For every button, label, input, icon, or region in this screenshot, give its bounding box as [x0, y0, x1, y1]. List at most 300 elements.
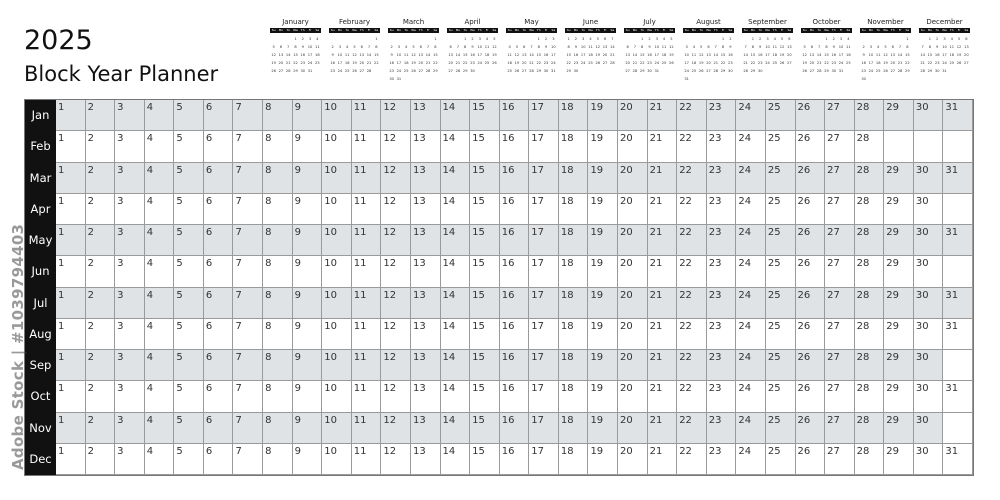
day-cell[interactable]: 24 — [736, 319, 766, 350]
day-cell[interactable]: 25 — [766, 350, 796, 381]
day-cell[interactable]: 25 — [766, 381, 796, 412]
day-cell[interactable]: 12 — [381, 288, 411, 319]
day-cell[interactable]: 27 — [825, 131, 855, 162]
day-cell[interactable]: 29 — [884, 100, 914, 131]
day-cell[interactable]: 16 — [500, 288, 530, 319]
day-cell[interactable]: 1 — [56, 350, 86, 381]
day-cell[interactable]: 22 — [677, 131, 707, 162]
day-cell[interactable]: 16 — [500, 163, 530, 194]
day-cell[interactable]: 7 — [233, 100, 263, 131]
day-cell[interactable]: 21 — [648, 256, 678, 287]
day-cell[interactable]: 25 — [766, 194, 796, 225]
day-cell[interactable]: 22 — [677, 163, 707, 194]
day-cell[interactable]: 5 — [174, 225, 204, 256]
day-cell[interactable]: 9 — [293, 350, 323, 381]
day-cell[interactable]: 31 — [943, 381, 973, 412]
day-cell[interactable]: 4 — [145, 444, 175, 475]
day-cell[interactable]: 1 — [56, 381, 86, 412]
day-cell[interactable]: 24 — [736, 131, 766, 162]
day-cell[interactable]: 11 — [352, 444, 382, 475]
day-cell[interactable]: 19 — [588, 413, 618, 444]
day-cell[interactable]: 26 — [796, 194, 826, 225]
day-cell[interactable]: 16 — [500, 256, 530, 287]
day-cell[interactable]: 9 — [293, 413, 323, 444]
day-cell[interactable]: 17 — [529, 256, 559, 287]
day-cell[interactable]: 28 — [855, 413, 885, 444]
day-cell[interactable]: 4 — [145, 100, 175, 131]
day-cell[interactable]: 20 — [618, 256, 648, 287]
day-cell[interactable]: 28 — [855, 381, 885, 412]
day-cell[interactable]: 10 — [322, 350, 352, 381]
day-cell[interactable]: 11 — [352, 163, 382, 194]
day-cell[interactable]: 7 — [233, 444, 263, 475]
day-cell[interactable]: 30 — [914, 100, 944, 131]
day-cell[interactable]: 1 — [56, 288, 86, 319]
day-cell[interactable]: 21 — [648, 288, 678, 319]
day-cell[interactable]: 3 — [115, 444, 145, 475]
day-cell[interactable]: 3 — [115, 131, 145, 162]
day-cell[interactable]: 14 — [441, 131, 471, 162]
day-cell[interactable]: 26 — [796, 413, 826, 444]
day-cell[interactable]: 16 — [500, 444, 530, 475]
day-cell[interactable]: 5 — [174, 163, 204, 194]
day-cell[interactable]: 28 — [855, 100, 885, 131]
day-cell[interactable]: 17 — [529, 288, 559, 319]
day-cell[interactable]: 14 — [441, 225, 471, 256]
day-cell[interactable]: 26 — [796, 100, 826, 131]
day-cell[interactable]: 31 — [943, 288, 973, 319]
day-cell[interactable]: 19 — [588, 381, 618, 412]
day-cell[interactable]: 23 — [707, 194, 737, 225]
day-cell[interactable]: 10 — [322, 444, 352, 475]
day-cell[interactable]: 20 — [618, 225, 648, 256]
day-cell[interactable]: 10 — [322, 194, 352, 225]
day-cell[interactable]: 21 — [648, 319, 678, 350]
day-cell[interactable]: 3 — [115, 163, 145, 194]
day-cell[interactable]: 4 — [145, 413, 175, 444]
day-cell[interactable]: 9 — [293, 319, 323, 350]
day-cell[interactable]: 3 — [115, 100, 145, 131]
day-cell[interactable]: 31 — [943, 163, 973, 194]
day-cell[interactable]: 10 — [322, 381, 352, 412]
day-cell[interactable]: 14 — [441, 444, 471, 475]
day-cell[interactable]: 31 — [943, 225, 973, 256]
day-cell[interactable]: 6 — [204, 100, 234, 131]
day-cell[interactable]: 11 — [352, 131, 382, 162]
day-cell[interactable]: 5 — [174, 131, 204, 162]
day-cell[interactable]: 11 — [352, 350, 382, 381]
day-cell[interactable]: 12 — [381, 413, 411, 444]
day-cell[interactable]: 12 — [381, 163, 411, 194]
day-cell[interactable]: 18 — [559, 444, 589, 475]
day-cell[interactable]: 14 — [441, 288, 471, 319]
day-cell[interactable]: 8 — [263, 381, 293, 412]
day-cell[interactable]: 18 — [559, 100, 589, 131]
day-cell[interactable]: 15 — [470, 256, 500, 287]
day-cell[interactable]: 21 — [648, 100, 678, 131]
day-cell[interactable]: 28 — [855, 350, 885, 381]
day-cell[interactable]: 25 — [766, 131, 796, 162]
day-cell[interactable]: 2 — [86, 381, 116, 412]
day-cell[interactable]: 5 — [174, 194, 204, 225]
day-cell[interactable]: 18 — [559, 288, 589, 319]
day-cell[interactable]: 9 — [293, 225, 323, 256]
day-cell[interactable]: 22 — [677, 444, 707, 475]
day-cell[interactable]: 12 — [381, 225, 411, 256]
day-cell[interactable]: 18 — [559, 225, 589, 256]
day-cell[interactable]: 20 — [618, 350, 648, 381]
day-cell[interactable]: 25 — [766, 225, 796, 256]
day-cell[interactable]: 23 — [707, 444, 737, 475]
day-cell[interactable]: 21 — [648, 194, 678, 225]
day-cell[interactable]: 21 — [648, 413, 678, 444]
day-cell[interactable]: 24 — [736, 288, 766, 319]
day-cell[interactable]: 30 — [914, 350, 944, 381]
day-cell[interactable]: 15 — [470, 225, 500, 256]
day-cell[interactable]: 17 — [529, 163, 559, 194]
day-cell[interactable]: 4 — [145, 194, 175, 225]
day-cell[interactable]: 28 — [855, 163, 885, 194]
day-cell[interactable]: 2 — [86, 225, 116, 256]
day-cell[interactable]: 25 — [766, 256, 796, 287]
day-cell[interactable]: 30 — [914, 288, 944, 319]
day-cell[interactable]: 7 — [233, 194, 263, 225]
day-cell[interactable]: 1 — [56, 319, 86, 350]
day-cell[interactable]: 27 — [825, 381, 855, 412]
day-cell[interactable]: 21 — [648, 163, 678, 194]
day-cell[interactable]: 12 — [381, 319, 411, 350]
day-cell[interactable]: 8 — [263, 256, 293, 287]
day-cell[interactable]: 13 — [411, 100, 441, 131]
day-cell[interactable]: 6 — [204, 381, 234, 412]
day-cell[interactable]: 28 — [855, 225, 885, 256]
day-cell[interactable]: 1 — [56, 163, 86, 194]
day-cell[interactable]: 6 — [204, 288, 234, 319]
day-cell[interactable]: 3 — [115, 381, 145, 412]
day-cell[interactable]: 12 — [381, 100, 411, 131]
day-cell[interactable]: 11 — [352, 288, 382, 319]
day-cell[interactable]: 31 — [943, 444, 973, 475]
day-cell[interactable]: 28 — [855, 194, 885, 225]
day-cell[interactable]: 8 — [263, 444, 293, 475]
day-cell[interactable]: 24 — [736, 225, 766, 256]
day-cell[interactable]: 2 — [86, 163, 116, 194]
day-cell[interactable]: 23 — [707, 288, 737, 319]
day-cell[interactable]: 4 — [145, 319, 175, 350]
day-cell[interactable]: 30 — [914, 256, 944, 287]
day-cell[interactable]: 8 — [263, 225, 293, 256]
day-cell[interactable]: 13 — [411, 413, 441, 444]
day-cell[interactable]: 1 — [56, 256, 86, 287]
day-cell[interactable]: 25 — [766, 163, 796, 194]
day-cell[interactable]: 27 — [825, 319, 855, 350]
day-cell[interactable]: 11 — [352, 100, 382, 131]
day-cell[interactable]: 23 — [707, 413, 737, 444]
day-cell[interactable]: 6 — [204, 163, 234, 194]
day-cell[interactable]: 18 — [559, 163, 589, 194]
day-cell[interactable]: 8 — [263, 100, 293, 131]
day-cell[interactable]: 11 — [352, 225, 382, 256]
day-cell[interactable]: 29 — [884, 225, 914, 256]
day-cell[interactable]: 6 — [204, 444, 234, 475]
day-cell[interactable]: 7 — [233, 225, 263, 256]
day-cell[interactable]: 7 — [233, 350, 263, 381]
day-cell[interactable]: 3 — [115, 256, 145, 287]
day-cell[interactable]: 29 — [884, 381, 914, 412]
day-cell[interactable]: 7 — [233, 288, 263, 319]
day-cell[interactable]: 6 — [204, 131, 234, 162]
day-cell[interactable]: 13 — [411, 381, 441, 412]
day-cell[interactable]: 3 — [115, 225, 145, 256]
day-cell[interactable]: 24 — [736, 194, 766, 225]
day-cell[interactable]: 10 — [322, 288, 352, 319]
day-cell[interactable]: 22 — [677, 350, 707, 381]
day-cell[interactable]: 22 — [677, 319, 707, 350]
day-cell[interactable]: 13 — [411, 350, 441, 381]
day-cell[interactable]: 23 — [707, 100, 737, 131]
day-cell[interactable]: 20 — [618, 194, 648, 225]
day-cell[interactable]: 4 — [145, 163, 175, 194]
day-cell[interactable]: 11 — [352, 256, 382, 287]
day-cell[interactable]: 1 — [56, 194, 86, 225]
day-cell[interactable]: 27 — [825, 413, 855, 444]
day-cell[interactable]: 21 — [648, 131, 678, 162]
day-cell[interactable]: 26 — [796, 256, 826, 287]
day-cell[interactable]: 2 — [86, 444, 116, 475]
day-cell[interactable]: 20 — [618, 288, 648, 319]
day-cell[interactable]: 9 — [293, 100, 323, 131]
day-cell[interactable]: 3 — [115, 194, 145, 225]
day-cell[interactable]: 4 — [145, 381, 175, 412]
day-cell[interactable]: 7 — [233, 319, 263, 350]
day-cell[interactable]: 22 — [677, 413, 707, 444]
day-cell[interactable]: 26 — [796, 288, 826, 319]
day-cell[interactable]: 22 — [677, 256, 707, 287]
day-cell[interactable]: 23 — [707, 225, 737, 256]
day-cell[interactable]: 24 — [736, 381, 766, 412]
day-cell[interactable]: 8 — [263, 288, 293, 319]
day-cell[interactable]: 5 — [174, 288, 204, 319]
day-cell[interactable]: 27 — [825, 444, 855, 475]
day-cell[interactable]: 22 — [677, 225, 707, 256]
day-cell[interactable]: 28 — [855, 288, 885, 319]
day-cell[interactable]: 4 — [145, 225, 175, 256]
day-cell[interactable]: 16 — [500, 225, 530, 256]
day-cell[interactable]: 16 — [500, 194, 530, 225]
day-cell[interactable]: 10 — [322, 100, 352, 131]
day-cell[interactable]: 9 — [293, 194, 323, 225]
day-cell[interactable]: 10 — [322, 163, 352, 194]
day-cell[interactable]: 11 — [352, 194, 382, 225]
day-cell[interactable]: 5 — [174, 319, 204, 350]
day-cell[interactable]: 8 — [263, 319, 293, 350]
day-cell[interactable]: 17 — [529, 413, 559, 444]
day-cell[interactable]: 18 — [559, 131, 589, 162]
day-cell[interactable]: 26 — [796, 225, 826, 256]
day-cell[interactable]: 27 — [825, 194, 855, 225]
day-cell[interactable]: 20 — [618, 131, 648, 162]
day-cell[interactable]: 4 — [145, 256, 175, 287]
day-cell[interactable]: 19 — [588, 256, 618, 287]
day-cell[interactable]: 30 — [914, 194, 944, 225]
day-cell[interactable]: 18 — [559, 350, 589, 381]
day-cell[interactable]: 15 — [470, 413, 500, 444]
day-cell[interactable]: 29 — [884, 194, 914, 225]
day-cell[interactable]: 17 — [529, 131, 559, 162]
day-cell[interactable]: 9 — [293, 381, 323, 412]
day-cell[interactable]: 5 — [174, 413, 204, 444]
day-cell[interactable]: 18 — [559, 381, 589, 412]
day-cell[interactable]: 7 — [233, 163, 263, 194]
day-cell[interactable]: 14 — [441, 100, 471, 131]
day-cell[interactable]: 8 — [263, 413, 293, 444]
day-cell[interactable]: 5 — [174, 381, 204, 412]
day-cell[interactable]: 2 — [86, 256, 116, 287]
day-cell[interactable]: 5 — [174, 444, 204, 475]
day-cell[interactable]: 23 — [707, 381, 737, 412]
day-cell[interactable]: 6 — [204, 256, 234, 287]
day-cell[interactable]: 26 — [796, 350, 826, 381]
day-cell[interactable]: 19 — [588, 444, 618, 475]
day-cell[interactable]: 15 — [470, 288, 500, 319]
day-cell[interactable]: 16 — [500, 131, 530, 162]
day-cell[interactable]: 24 — [736, 413, 766, 444]
day-cell[interactable]: 26 — [796, 444, 826, 475]
day-cell[interactable]: 16 — [500, 319, 530, 350]
day-cell[interactable]: 18 — [559, 194, 589, 225]
day-cell[interactable]: 28 — [855, 256, 885, 287]
day-cell[interactable]: 6 — [204, 413, 234, 444]
day-cell[interactable]: 28 — [855, 319, 885, 350]
day-cell[interactable]: 7 — [233, 381, 263, 412]
day-cell[interactable]: 15 — [470, 350, 500, 381]
day-cell[interactable]: 15 — [470, 319, 500, 350]
day-cell[interactable]: 17 — [529, 444, 559, 475]
day-cell[interactable]: 18 — [559, 256, 589, 287]
day-cell[interactable]: 19 — [588, 163, 618, 194]
day-cell[interactable]: 29 — [884, 444, 914, 475]
day-cell[interactable]: 13 — [411, 131, 441, 162]
day-cell[interactable]: 2 — [86, 194, 116, 225]
day-cell[interactable]: 19 — [588, 225, 618, 256]
day-cell[interactable]: 7 — [233, 413, 263, 444]
day-cell[interactable]: 16 — [500, 100, 530, 131]
day-cell[interactable]: 5 — [174, 350, 204, 381]
day-cell[interactable]: 1 — [56, 413, 86, 444]
day-cell[interactable]: 25 — [766, 100, 796, 131]
day-cell[interactable]: 19 — [588, 350, 618, 381]
day-cell[interactable]: 16 — [500, 413, 530, 444]
day-cell[interactable]: 12 — [381, 444, 411, 475]
day-cell[interactable]: 22 — [677, 288, 707, 319]
day-cell[interactable]: 2 — [86, 288, 116, 319]
day-cell[interactable]: 24 — [736, 163, 766, 194]
day-cell[interactable]: 20 — [618, 319, 648, 350]
day-cell[interactable]: 27 — [825, 288, 855, 319]
day-cell[interactable]: 13 — [411, 288, 441, 319]
day-cell[interactable]: 29 — [884, 256, 914, 287]
day-cell[interactable]: 22 — [677, 381, 707, 412]
day-cell[interactable]: 6 — [204, 194, 234, 225]
day-cell[interactable]: 17 — [529, 350, 559, 381]
day-cell[interactable]: 16 — [500, 350, 530, 381]
day-cell[interactable]: 24 — [736, 444, 766, 475]
day-cell[interactable]: 15 — [470, 100, 500, 131]
day-cell[interactable]: 30 — [914, 163, 944, 194]
day-cell[interactable]: 22 — [677, 194, 707, 225]
day-cell[interactable]: 30 — [914, 444, 944, 475]
day-cell[interactable]: 12 — [381, 194, 411, 225]
day-cell[interactable]: 22 — [677, 100, 707, 131]
day-cell[interactable]: 31 — [943, 319, 973, 350]
day-cell[interactable]: 11 — [352, 413, 382, 444]
day-cell[interactable]: 1 — [56, 131, 86, 162]
day-cell[interactable]: 14 — [441, 194, 471, 225]
day-cell[interactable]: 4 — [145, 131, 175, 162]
day-cell[interactable]: 5 — [174, 256, 204, 287]
day-cell[interactable]: 19 — [588, 194, 618, 225]
day-cell[interactable]: 28 — [855, 444, 885, 475]
day-cell[interactable]: 10 — [322, 256, 352, 287]
day-cell[interactable]: 26 — [796, 319, 826, 350]
day-cell[interactable]: 14 — [441, 381, 471, 412]
day-cell[interactable]: 30 — [914, 381, 944, 412]
day-cell[interactable]: 8 — [263, 163, 293, 194]
day-cell[interactable]: 20 — [618, 163, 648, 194]
day-cell[interactable]: 25 — [766, 288, 796, 319]
day-cell[interactable]: 2 — [86, 131, 116, 162]
day-cell[interactable]: 23 — [707, 131, 737, 162]
day-cell[interactable]: 26 — [796, 381, 826, 412]
day-cell[interactable]: 3 — [115, 319, 145, 350]
day-cell[interactable]: 18 — [559, 413, 589, 444]
day-cell[interactable]: 4 — [145, 350, 175, 381]
day-cell[interactable]: 19 — [588, 131, 618, 162]
day-cell[interactable]: 13 — [411, 319, 441, 350]
day-cell[interactable]: 1 — [56, 100, 86, 131]
day-cell[interactable]: 20 — [618, 413, 648, 444]
day-cell[interactable]: 24 — [736, 256, 766, 287]
day-cell[interactable]: 21 — [648, 350, 678, 381]
day-cell[interactable]: 15 — [470, 131, 500, 162]
day-cell[interactable]: 12 — [381, 350, 411, 381]
day-cell[interactable]: 29 — [884, 288, 914, 319]
day-cell[interactable]: 23 — [707, 319, 737, 350]
day-cell[interactable]: 30 — [914, 413, 944, 444]
day-cell[interactable]: 5 — [174, 100, 204, 131]
day-cell[interactable]: 19 — [588, 319, 618, 350]
day-cell[interactable]: 11 — [352, 319, 382, 350]
day-cell[interactable]: 3 — [115, 413, 145, 444]
day-cell[interactable]: 20 — [618, 381, 648, 412]
day-cell[interactable]: 29 — [884, 413, 914, 444]
day-cell[interactable]: 9 — [293, 288, 323, 319]
day-cell[interactable]: 28 — [855, 131, 885, 162]
day-cell[interactable]: 2 — [86, 319, 116, 350]
day-cell[interactable]: 24 — [736, 100, 766, 131]
day-cell[interactable]: 15 — [470, 163, 500, 194]
day-cell[interactable]: 7 — [233, 256, 263, 287]
day-cell[interactable]: 26 — [796, 131, 826, 162]
day-cell[interactable]: 13 — [411, 194, 441, 225]
day-cell[interactable]: 10 — [322, 131, 352, 162]
day-cell[interactable]: 11 — [352, 381, 382, 412]
day-cell[interactable]: 17 — [529, 194, 559, 225]
day-cell[interactable]: 12 — [381, 131, 411, 162]
day-cell[interactable]: 29 — [884, 319, 914, 350]
day-cell[interactable]: 27 — [825, 163, 855, 194]
day-cell[interactable]: 12 — [381, 381, 411, 412]
